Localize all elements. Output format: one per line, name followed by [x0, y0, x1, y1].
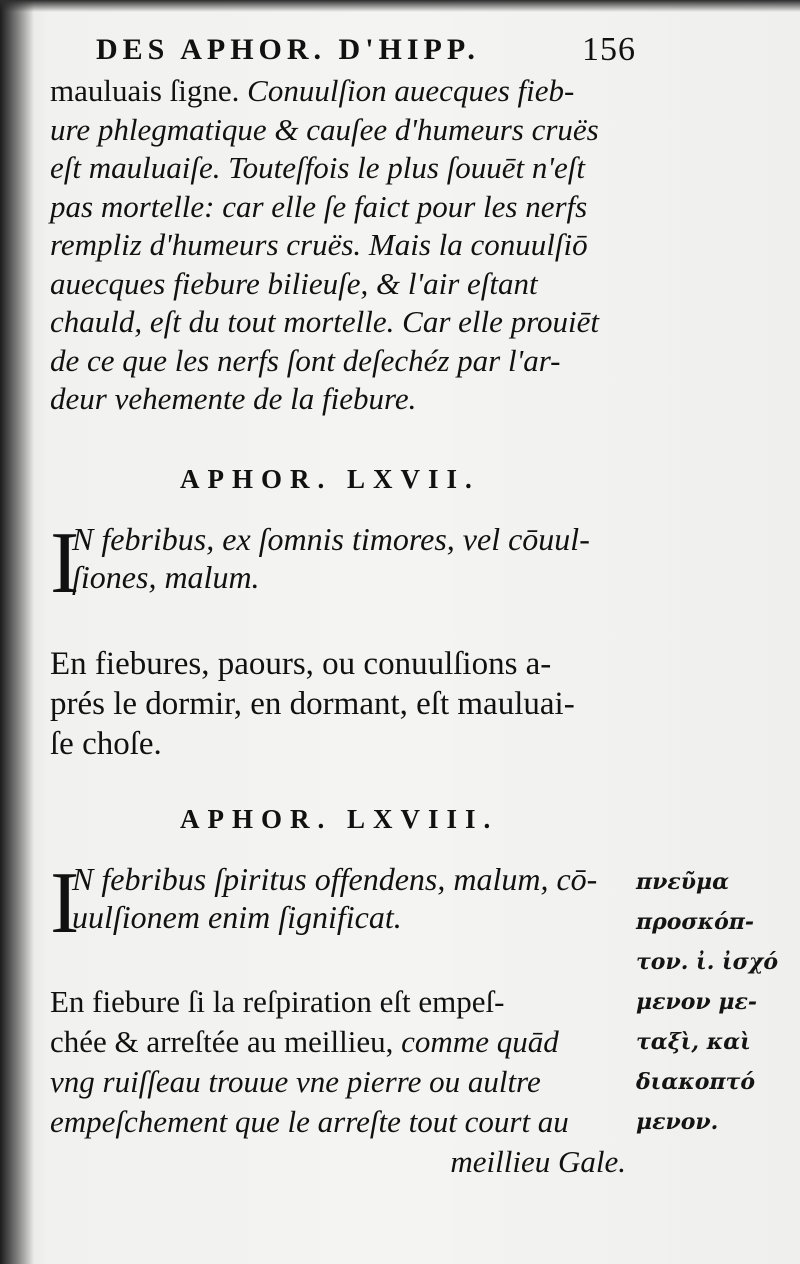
binding-shadow	[0, 0, 34, 1264]
text-line: de ce que les nerfs ſont deſechéz par l'ar-	[50, 342, 561, 378]
paragraph-continued	[50, 72, 640, 419]
latin-line: N febribus ſpiritus offendens, malum, cō-	[72, 861, 598, 897]
text-line: En fiebure ſi la reſpiration eſt empeſ-	[50, 984, 505, 1019]
text-line: prés le dormir, en dormant, eſt mauluai-	[50, 686, 575, 722]
page-number: 156	[582, 31, 636, 68]
text-line: chauld, eſt du tout mortelle. Car elle prouiēt	[50, 304, 600, 339]
text-line: ure phlegmatique & cauſee d'humeurs cruës	[50, 111, 599, 147]
text-line: pas mortelle: car elle ſe faict pour les nerfs	[50, 188, 588, 224]
page-header	[96, 33, 636, 67]
margin-note-line: προσκόπ-	[636, 909, 755, 935]
latin-line: N febribus, ex ſomnis timores, vel cōuul-	[72, 521, 590, 557]
top-edge-shadow	[0, 0, 800, 12]
text-line: empeſchement que le arreſte tout court au	[50, 1104, 569, 1139]
text-line: vng ruiſſeau trouue vne pierre ou aultre	[50, 1064, 541, 1099]
latin-aphorism	[50, 855, 640, 952]
margin-note-line: ταξὶ, καὶ	[636, 1029, 751, 1055]
aphorism-heading: APHOR. LXVIII.	[180, 804, 499, 834]
text-line: meillieu Gale.	[450, 1144, 626, 1179]
margin-note-greek	[636, 862, 792, 1142]
running-title: DES APHOR. D'HIPP.	[96, 33, 480, 66]
latin-line: uulſionem enim ſignificat.	[72, 899, 402, 935]
drop-cap: I	[50, 515, 80, 612]
text-line: eſt mauluaiſe. Touteſfois le plus ſouuēt n'eſt	[50, 150, 586, 185]
margin-note-line: μενον.	[636, 1109, 719, 1135]
french-translation	[50, 982, 640, 1182]
text-line: ſe choſe.	[50, 726, 162, 762]
margin-note-line: διακοπτό	[636, 1069, 755, 1095]
drop-cap: I	[50, 855, 80, 952]
margin-note-line: τον. ἰ. ἰσχό	[636, 949, 779, 975]
text-line: auecques fiebure bilieuſe, & l'air eſtant	[50, 265, 538, 301]
text-line: chée & arreſtée au meillieu, comme quād	[50, 1024, 559, 1059]
text-line: En fiebures, paours, ou conuulſions a-	[50, 646, 552, 682]
latin-aphorism	[50, 515, 640, 612]
margin-note-line: πνεῦμα	[636, 869, 730, 895]
aphorism-heading: APHOR. LXVII.	[180, 464, 480, 494]
french-translation	[50, 644, 640, 764]
text-line: deur vehemente de la fiebure.	[50, 381, 417, 416]
latin-line: ſiones, malum.	[72, 559, 260, 595]
text-line: mauluais ſigne. Conuulſion auecques fieb-	[50, 73, 575, 108]
text-line: rempliz d'humeurs cruës. Mais la conuulſiō	[50, 227, 588, 262]
margin-note-line: μενον με-	[636, 989, 757, 1015]
